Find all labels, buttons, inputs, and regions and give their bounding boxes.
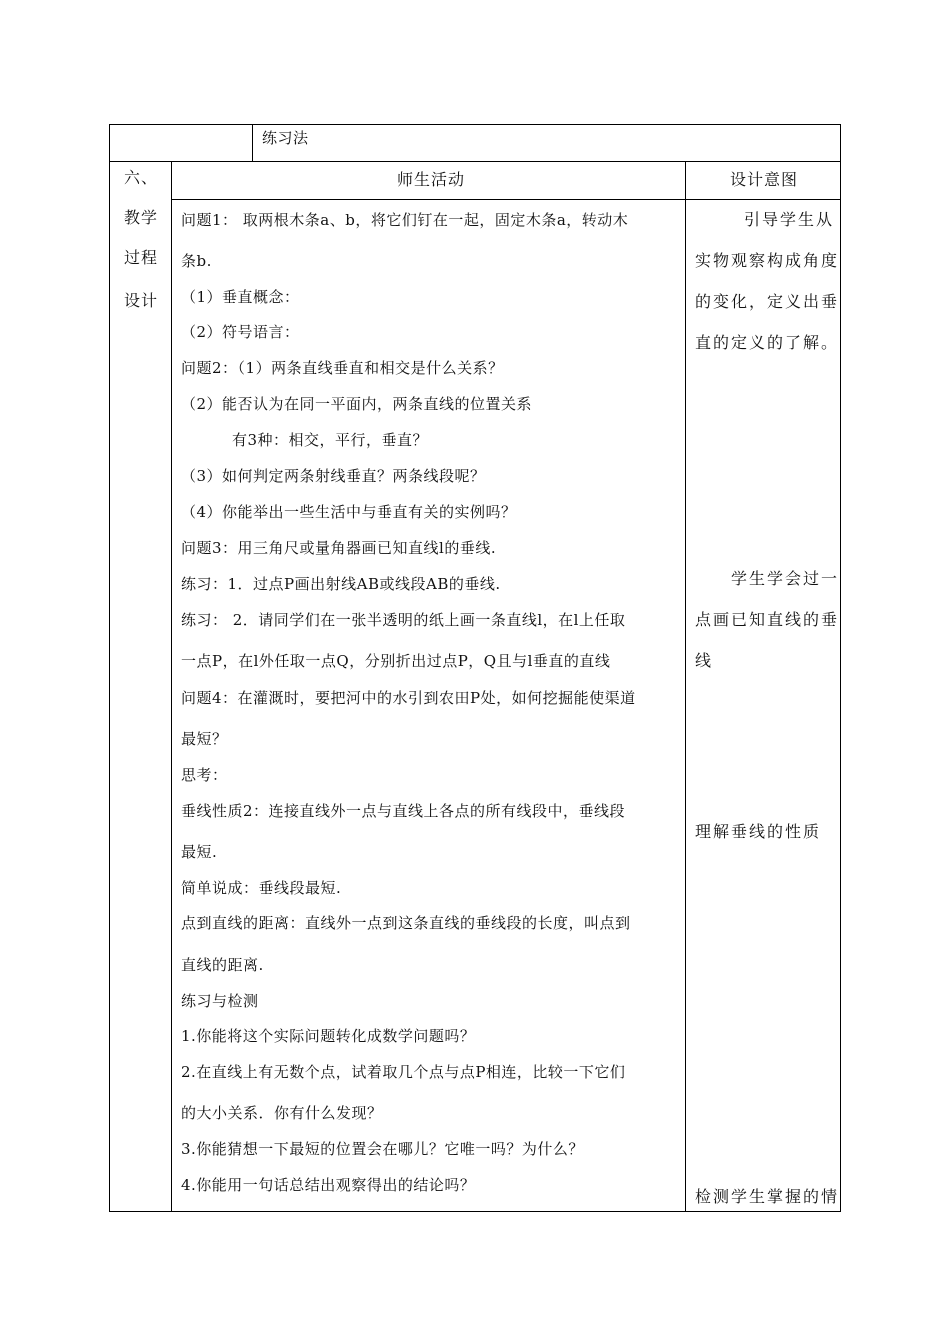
activity-line: 最短？ [181,730,228,748]
activity-line: 条b. [181,252,212,270]
intent-line: 理解垂线的性质 [695,822,822,841]
activity-line: 有3种：相交，平行，垂直？ [232,431,429,449]
header-intent: 设计意图 [730,170,799,189]
top-row-divider [252,124,253,162]
activity-line: 问题1： 取两根木条a、b，将它们钉在一起，固定木条a，转动木 [181,211,629,229]
activity-line: 1.你能将这个实际问题转化成数学问题吗？ [181,1027,476,1045]
activity-line: 3.你能猜想一下最短的位置会在哪儿？它唯一吗？为什么？ [181,1140,584,1158]
activity-line: 2.在直线上有无数个点，试着取几个点与点P相连，比较一下它们 [181,1063,626,1081]
activity-line: 练习： 2．请同学们在一张半透明的纸上画一条直线l，在l上任取 [181,611,626,629]
activity-line: 练习：1．过点P画出射线AB或线段AB的垂线. [181,575,501,593]
activity-line: 垂线性质2：连接直线外一点与直线上各点的所有线段中，垂线段 [181,802,626,820]
activity-line: 问题4：在灌溉时，要把河中的水引到农田P处，如何挖掘能使渠道 [181,689,636,707]
activity-line: 的大小关系．你有什么发现？ [181,1104,383,1122]
intent-line: 的变化，定义出垂 [695,292,840,311]
table-border-left [109,124,110,1212]
activity-line: 一点P，在l外任取一点Q，分别折出过点P，Q且与l垂直的直线 [181,652,611,670]
row-divider-2 [171,199,841,200]
activity-line: 问题2：（1）两条直线垂直和相交是什么关系？ [181,359,504,377]
header-activity: 师生活动 [397,170,466,189]
section-label-2: 教学 [124,208,159,227]
intent-line: 点画已知直线的垂 [695,610,840,629]
activity-line: （3）如何判定两条射线垂直？两条线段呢？ [181,467,486,485]
activity-line: （2）符号语言： [181,323,300,341]
method-text: 练习法 [262,129,309,147]
activity-line: 练习与检测 [181,992,259,1010]
activity-line: 最短. [181,843,218,861]
intent-line: 线 [695,651,714,670]
activity-line: 简单说成：垂线段最短. [181,879,342,897]
section-label-3: 过程 [124,248,159,267]
activity-line: 点到直线的距离：直线外一点到这条直线的垂线段的长度，叫点到 [181,914,631,932]
section-label-4: 设计 [124,291,159,310]
intent-line: 引导学生从 [744,210,835,229]
section-label-1: 六、 [124,168,159,187]
column-divider-1 [171,161,172,1212]
activity-line: 直线的距离. [181,956,264,974]
intent-line: 直的定义的了解。 [695,333,840,352]
row-divider-1 [109,161,841,162]
activity-line: 问题3：用三角尺或量角器画已知直线l的垂线. [181,539,497,557]
activity-line: （2）能否认为在同一平面内，两条直线的位置关系 [181,395,533,413]
intent-line: 学生学会过一 [731,569,840,588]
table-border-top [109,124,841,125]
activity-line: （4）你能举出一些生活中与垂直有关的实例吗？ [181,503,517,521]
intent-line: 实物观察构成角度 [695,251,840,270]
table-border-right [840,124,841,1212]
activity-line: 4.你能用一句话总结出观察得出的结论吗？ [181,1176,476,1194]
intent-line: 检测学生掌握的情 [695,1187,840,1206]
column-divider-2 [685,161,686,1212]
activity-line: 思考： [181,766,228,784]
activity-line: （1）垂直概念： [181,288,300,306]
table-border-bottom [109,1211,841,1212]
